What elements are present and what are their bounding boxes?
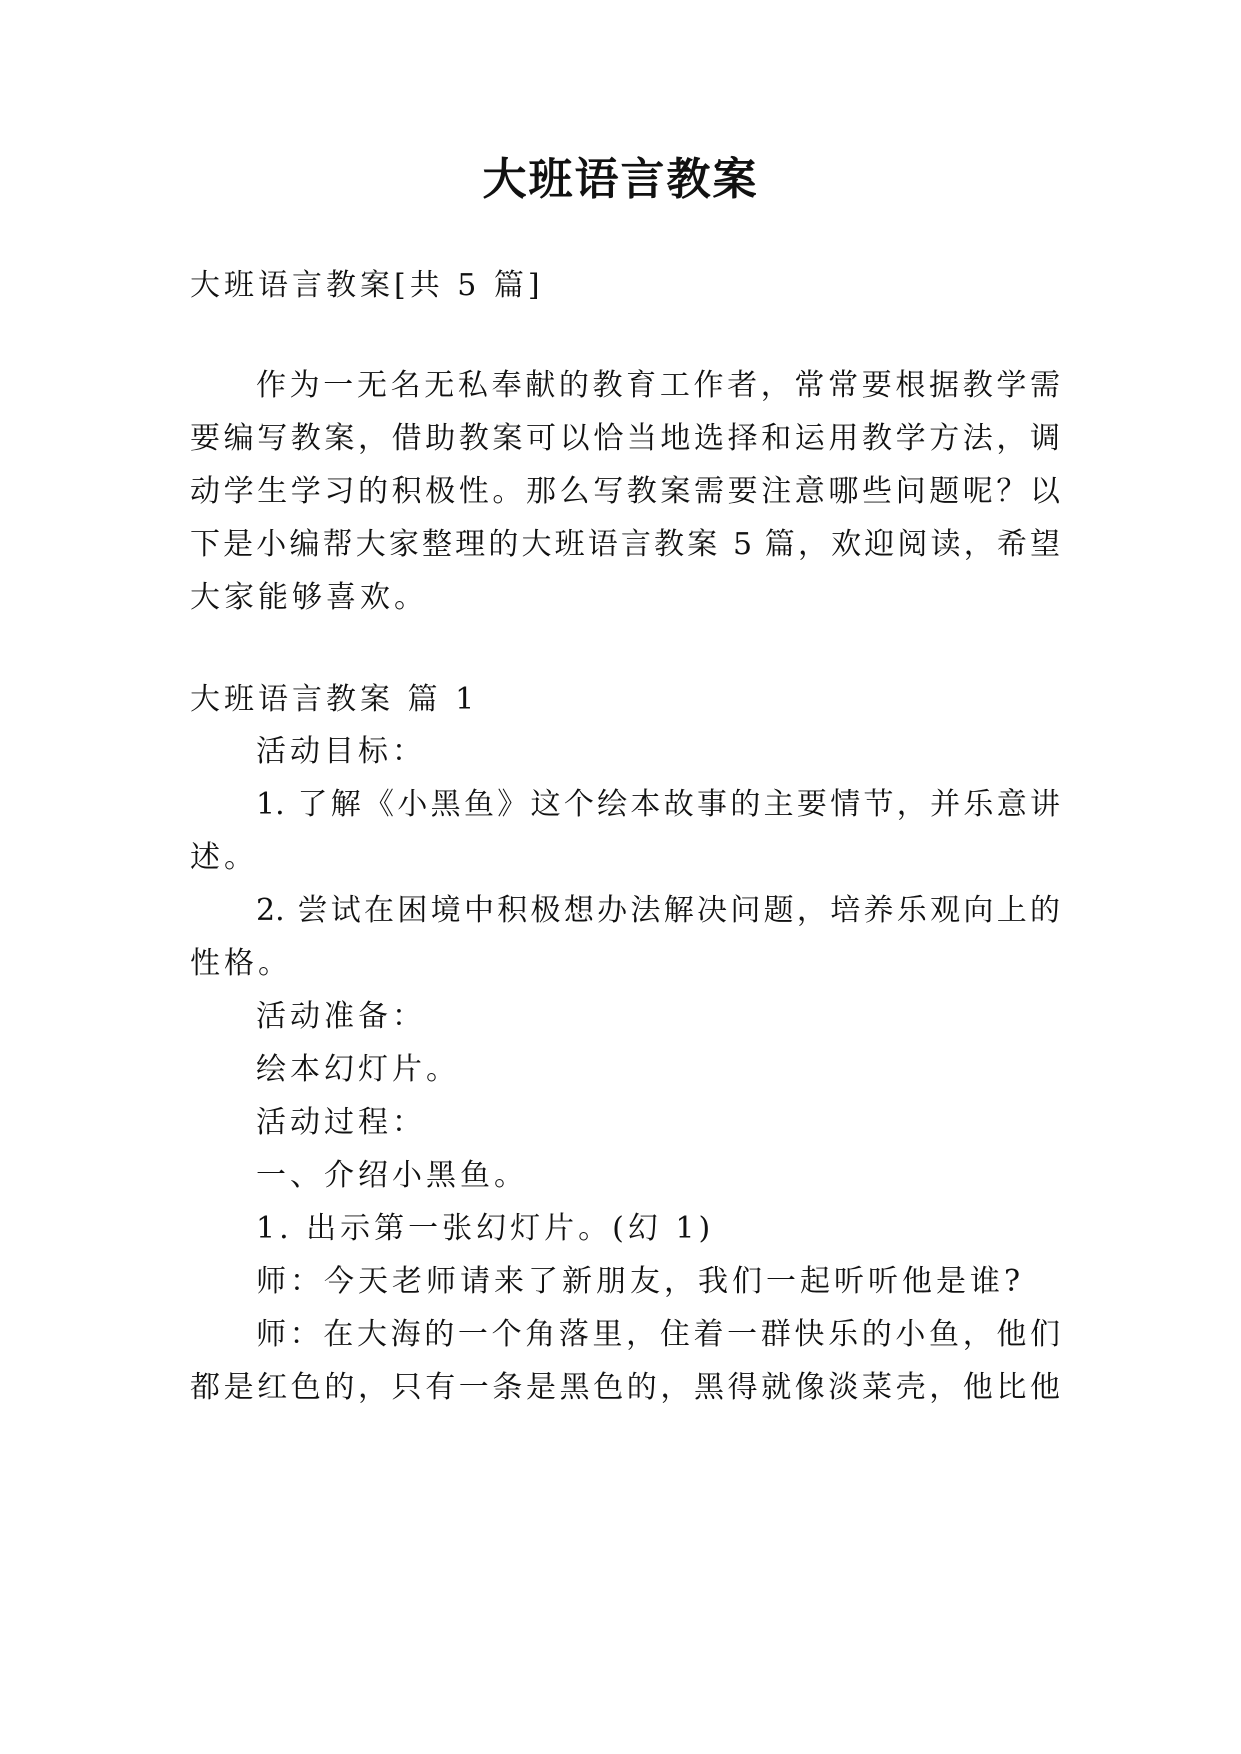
intro-line: 要编写教案，借助教案可以恰当地选择和运用教学方法，调	[190, 421, 1060, 456]
section-heading: 大班语言教案 篇 1	[190, 682, 479, 717]
body-line: 绘本幻灯片。	[256, 1052, 460, 1087]
body-line: 师：在大海的一个角落里，住着一群快乐的小鱼，他们	[256, 1317, 1060, 1352]
body-line: 述。	[190, 840, 258, 875]
body-line: 活动目标：	[256, 734, 426, 769]
intro-line: 动学生学习的积极性。那么写教案需要注意哪些问题呢？以	[190, 474, 1060, 509]
body-line: 活动准备：	[256, 999, 426, 1034]
body-line: 性格。	[190, 946, 292, 981]
intro-line: 下是小编帮大家整理的大班语言教案 5 篇，欢迎阅读，希望	[190, 527, 1060, 562]
body-line: 师：今天老师请来了新朋友，我们一起听听他是谁?	[256, 1264, 1025, 1299]
intro-line: 作为一无名无私奉献的教育工作者，常常要根据教学需	[256, 368, 1060, 403]
intro-line: 大家能够喜欢。	[190, 580, 428, 615]
body-line: 都是红色的，只有一条是黑色的，黑得就像淡菜壳，他比他	[190, 1370, 1060, 1405]
body-line: 2. 尝试在困境中积极想办法解决问题，培养乐观向上的	[256, 893, 1060, 928]
body-line: 活动过程：	[256, 1105, 426, 1140]
document-title: 大班语言教案	[482, 154, 759, 205]
document-subtitle: 大班语言教案[共 5 篇]	[190, 268, 544, 303]
body-line: 一、介绍小黑鱼。	[256, 1158, 528, 1193]
body-line: 1. 出示第一张幻灯片。(幻 1)	[256, 1211, 715, 1246]
body-line: 1. 了解《小黑鱼》这个绘本故事的主要情节，并乐意讲	[256, 787, 1060, 822]
